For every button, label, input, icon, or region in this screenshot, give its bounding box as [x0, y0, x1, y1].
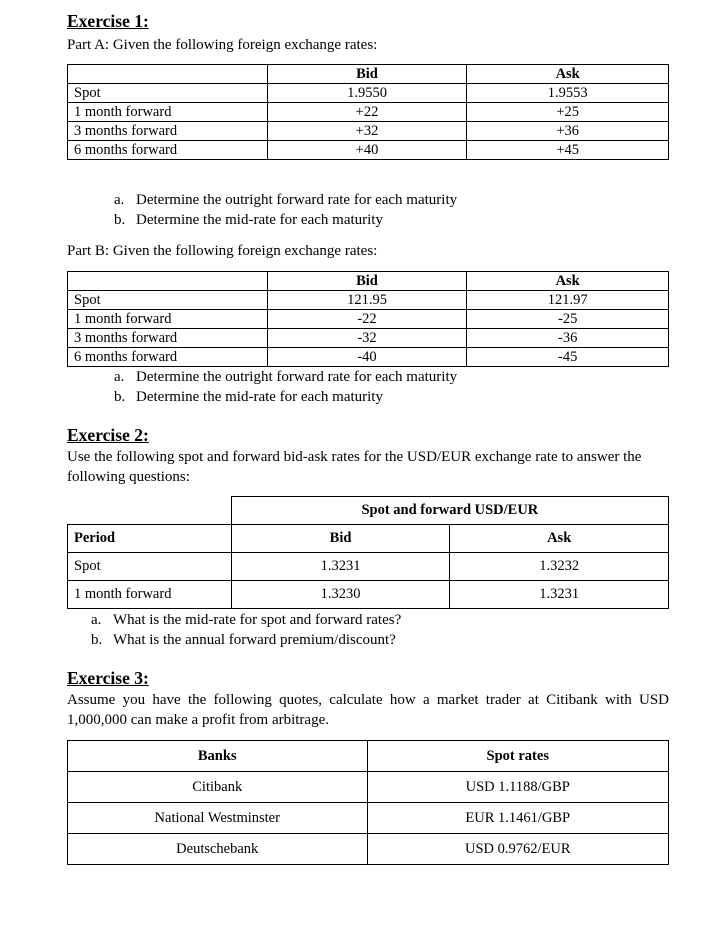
ask-value: -25 — [467, 310, 669, 329]
ask-value: 1.3231 — [450, 581, 669, 609]
bank-name: Deutschebank — [68, 834, 368, 865]
row-label: 6 months forward — [68, 348, 268, 367]
ask-value: -36 — [467, 329, 669, 348]
ask-header: Ask — [467, 65, 669, 84]
part-b-intro: Part B: Given the following foreign exchange rates: — [67, 243, 378, 259]
part-b-questions — [114, 368, 457, 407]
row-label: Spot — [68, 553, 232, 581]
list-item: b. Determine the mid-rate for each maturity — [114, 211, 383, 228]
table-row — [68, 772, 669, 803]
part-a-questions — [114, 191, 457, 230]
bid-value: 1.3230 — [231, 581, 450, 609]
spot-rate: EUR 1.1461/GBP — [367, 803, 669, 834]
table-row — [68, 803, 669, 834]
list-item: a. Determine the outright forward rate for each maturity — [114, 369, 458, 385]
bid-value: +32 — [267, 122, 467, 141]
table-row — [68, 310, 669, 329]
list-item: b. Determine the mid-rate for each maturity — [114, 388, 383, 405]
exercise-3-heading: Exercise 3: — [67, 668, 149, 688]
table-header-row — [68, 65, 669, 84]
row-label: 6 months forward — [68, 141, 268, 160]
table-row — [68, 348, 669, 367]
rates-table-b — [67, 271, 669, 367]
spot-rates-table — [67, 740, 669, 865]
bid-value: -22 — [267, 310, 467, 329]
ask-value: -45 — [467, 348, 669, 367]
table-row — [68, 141, 669, 160]
row-label: 3 months forward — [68, 329, 268, 348]
exercise-2-questions — [91, 611, 401, 650]
list-item: a. What is the mid-rate for spot and forward rates? — [91, 612, 402, 628]
table-header-row — [68, 525, 669, 553]
bid-value: 121.95 — [267, 291, 467, 310]
empty-header-cell — [68, 65, 268, 84]
bank-name: National Westminster — [68, 803, 368, 834]
bid-value: 1.3231 — [231, 553, 450, 581]
table-row — [68, 291, 669, 310]
table-row — [68, 581, 669, 609]
bank-name: Citibank — [68, 772, 368, 803]
ask-value: +45 — [467, 141, 669, 160]
row-label: 3 months forward — [68, 122, 268, 141]
bid-value: +40 — [267, 141, 467, 160]
bid-header: Bid — [267, 272, 467, 291]
period-header: Period — [68, 525, 232, 553]
bid-value: -32 — [267, 329, 467, 348]
rates-table-a — [67, 64, 669, 160]
row-label: 1 month forward — [68, 103, 268, 122]
ask-header: Ask — [467, 272, 669, 291]
ask-value: +25 — [467, 103, 669, 122]
bid-header: Bid — [231, 525, 450, 553]
table-row — [68, 122, 669, 141]
usd-eur-table — [67, 496, 669, 609]
ask-value: 121.97 — [467, 291, 669, 310]
table-row — [68, 553, 669, 581]
ask-value: 1.3232 — [450, 553, 669, 581]
empty-header-cell — [68, 272, 268, 291]
table-row — [68, 834, 669, 865]
list-item: b. What is the annual forward premium/discount? — [91, 631, 396, 648]
table-row — [68, 103, 669, 122]
table-title: Spot and forward USD/EUR — [231, 497, 668, 525]
table-title-row — [68, 497, 669, 525]
spot-rate: USD 1.1188/GBP — [367, 772, 669, 803]
banks-header: Banks — [68, 741, 368, 772]
row-label: Spot — [68, 84, 268, 103]
exercise-1-heading: Exercise 1: — [67, 11, 149, 31]
ask-value: +36 — [467, 122, 669, 141]
bid-header: Bid — [267, 65, 467, 84]
row-label: 1 month forward — [68, 310, 268, 329]
ask-value: 1.9553 — [467, 84, 669, 103]
exercise-2-heading: Exercise 2: — [67, 425, 149, 445]
bid-value: 1.9550 — [267, 84, 467, 103]
list-item: a. Determine the outright forward rate for each maturity — [114, 192, 458, 208]
exercise-2-intro: Use the following spot and forward bid-ask rates for the USD/EUR exchange rate to answer the following questions: — [67, 449, 642, 485]
part-a-intro: Part A: Given the following foreign exchange rates: — [67, 37, 378, 53]
empty-corner-cell — [68, 497, 232, 525]
bid-value: -40 — [267, 348, 467, 367]
table-row — [68, 329, 669, 348]
bid-value: +22 — [267, 103, 467, 122]
exercise-3-intro: Assume you have the following quotes, calculate how a market trader at Citibank with USD 1,000,000 can make a profit from arbitrage. — [67, 692, 669, 728]
row-label: Spot — [68, 291, 268, 310]
table-header-row — [68, 272, 669, 291]
table-row — [68, 84, 669, 103]
table-header-row — [68, 741, 669, 772]
row-label: 1 month forward — [68, 581, 232, 609]
ask-header: Ask — [450, 525, 669, 553]
spot-rates-header: Spot rates — [367, 741, 669, 772]
spot-rate: USD 0.9762/EUR — [367, 834, 669, 865]
